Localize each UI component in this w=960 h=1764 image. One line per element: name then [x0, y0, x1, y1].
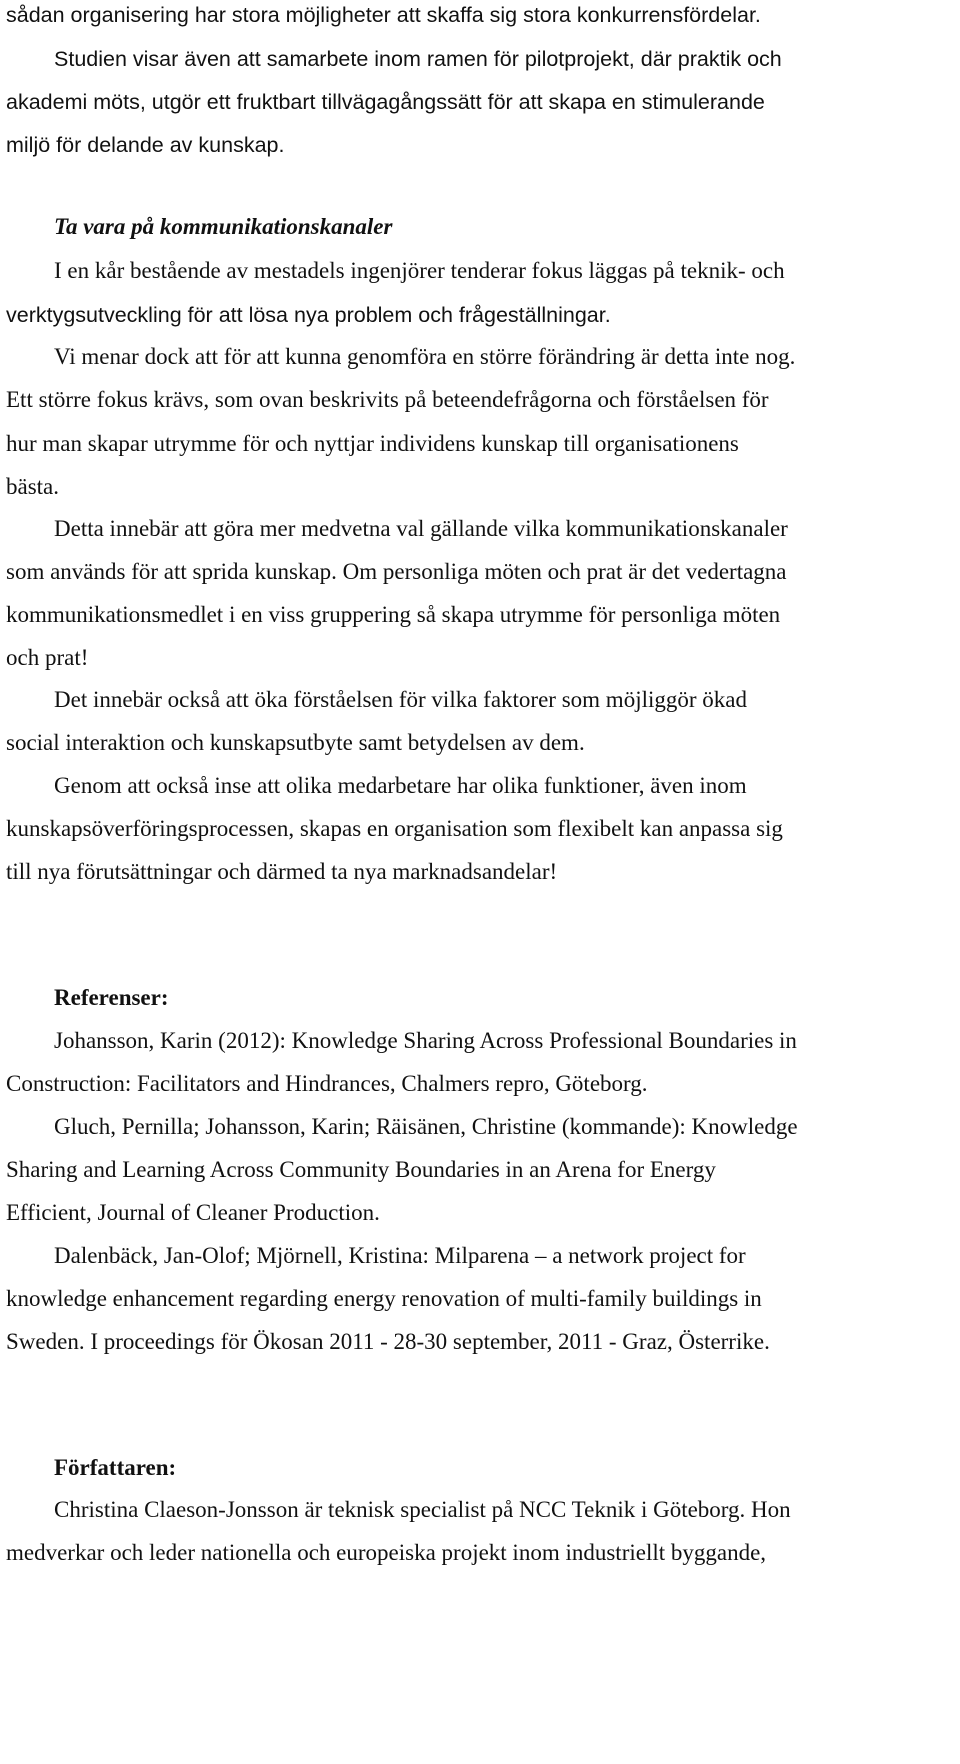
intro-line: miljö för delande av kunskap.	[6, 133, 285, 157]
reference-line: Gluch, Pernilla; Johansson, Karin; Räisänen, Christine (kommande): Knowledge	[54, 1114, 798, 1139]
intro-line: sådan organisering har stora möjligheter att skaffa sig stora konkurrensfördelar.	[6, 3, 761, 27]
author-line: medverkar och leder nationella och europeiska projekt inom industriellt byggande,	[6, 1540, 767, 1565]
reference-line: Construction: Facilitators and Hindrances, Chalmers repro, Göteborg.	[6, 1071, 648, 1096]
body-line: social interaktion och kunskapsutbyte samt betydelsen av dem.	[6, 730, 585, 755]
body-line: kunskapsöverföringsprocessen, skapas en organisation som flexibelt kan anpassa sig	[6, 816, 783, 841]
reference-line: Sweden. I proceedings för Ökosan 2011 - 28-30 september, 2011 - Graz, Österrike.	[6, 1329, 770, 1354]
intro-line: Studien visar även att samarbete inom ramen för pilotprojekt, där praktik och	[54, 47, 782, 71]
body-line: som används för att sprida kunskap. Om personliga möten och prat är det vedertagna	[6, 559, 787, 584]
body-line: Ett större fokus krävs, som ovan beskrivits på beteendefrågorna och förståelsen för	[6, 387, 769, 412]
references-heading: Referenser:	[54, 985, 169, 1010]
body-line: I en kår bestående av mestadels ingenjörer tenderar fokus läggas på teknik- och	[54, 258, 785, 283]
body-line: Vi menar dock att för att kunna genomföra en större förändring är detta inte nog.	[54, 344, 796, 369]
body-line: till nya förutsättningar och därmed ta nya marknadsandelar!	[6, 859, 558, 884]
reference-line: Sharing and Learning Across Community Boundaries in an Arena for Energy	[6, 1157, 716, 1182]
body-line: Genom att också inse att olika medarbetare har olika funktioner, även inom	[54, 773, 747, 798]
body-line: Det innebär också att öka förståelsen för vilka faktorer som möjliggör ökad	[54, 687, 747, 712]
body-line: och prat!	[6, 645, 89, 670]
body-line: Detta innebär att göra mer medvetna val gällande vilka kommunikationskanaler	[54, 516, 788, 541]
intro-line: akademi möts, utgör ett fruktbart tillvägagångssätt för att skapa en stimulerande	[6, 90, 765, 114]
body-line: hur man skapar utrymme för och nyttjar individens kunskap till organisationens	[6, 431, 739, 456]
reference-line: Dalenbäck, Jan-Olof; Mjörnell, Kristina: Milparena – a network project for	[54, 1243, 746, 1268]
body-line: bästa.	[6, 474, 60, 499]
reference-line: Efficient, Journal of Cleaner Production.	[6, 1200, 380, 1225]
body-line: kommunikationsmedlet i en viss gruppering så skapa utrymme för personliga möten	[6, 602, 781, 627]
author-heading: Författaren:	[54, 1455, 177, 1480]
section-heading: Ta vara på kommunikationskanaler	[54, 214, 393, 239]
reference-line: Johansson, Karin (2012): Knowledge Sharing Across Professional Boundaries in	[54, 1028, 797, 1053]
reference-line: knowledge enhancement regarding energy renovation of multi-family buildings in	[6, 1286, 762, 1311]
author-line: Christina Claeson-Jonsson är teknisk specialist på NCC Teknik i Göteborg. Hon	[54, 1497, 791, 1522]
body-line: verktygsutveckling för att lösa nya problem och frågeställningar.	[6, 303, 611, 327]
